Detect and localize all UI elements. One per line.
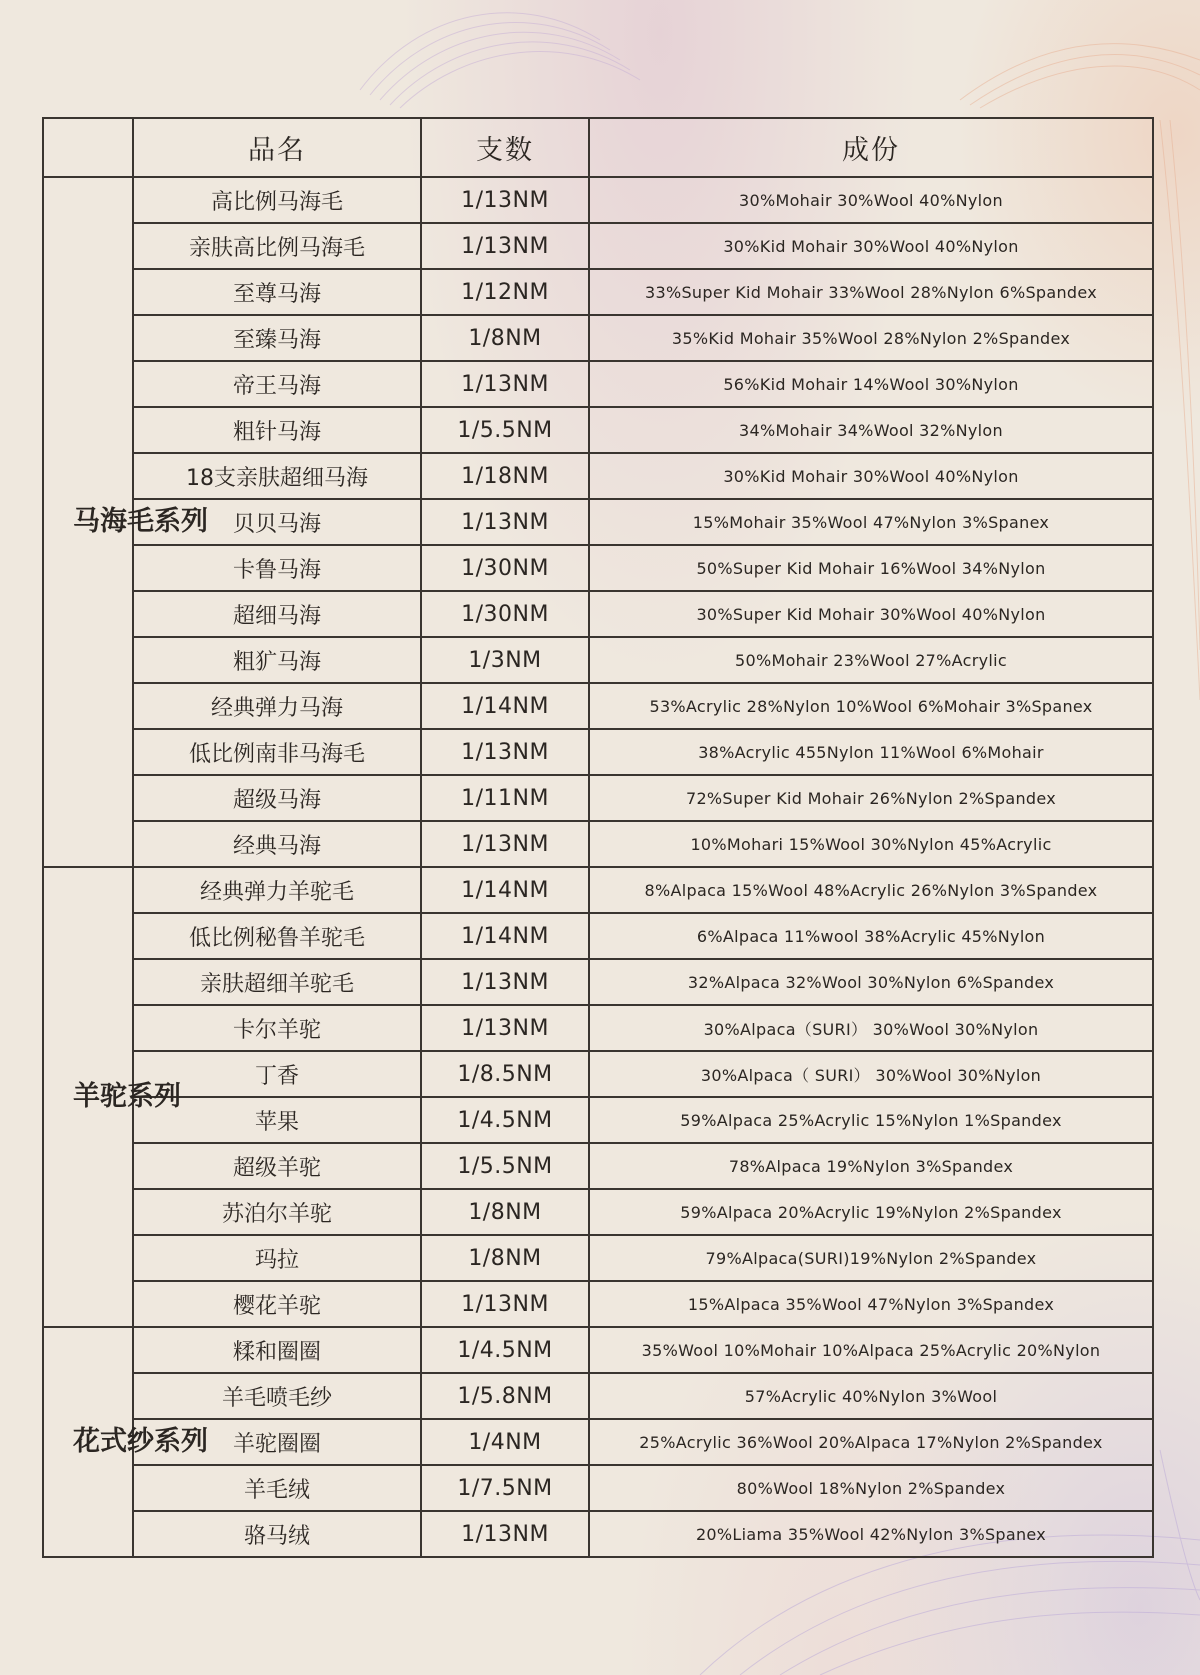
yarn-count-cell: 1/3NM <box>421 637 589 683</box>
product-name-cell: 羊驼圈圈 <box>133 1419 421 1465</box>
product-name-cell: 至尊马海 <box>133 269 421 315</box>
table-row <box>43 453 1153 499</box>
table-row <box>43 223 1153 269</box>
product-name-cell: 羊毛绒 <box>133 1465 421 1511</box>
table-row <box>43 1143 1153 1189</box>
table-row <box>43 1373 1153 1419</box>
table-row <box>43 867 1153 913</box>
header-name: 品名 <box>133 118 421 177</box>
composition-cell: 30%Super Kid Mohair 30%Wool 40%Nylon <box>589 591 1153 637</box>
yarn-count-cell: 1/11NM <box>421 775 589 821</box>
product-name-cell: 超细马海 <box>133 591 421 637</box>
yarn-count-cell: 1/8NM <box>421 1235 589 1281</box>
yarn-count-cell: 1/5.8NM <box>421 1373 589 1419</box>
product-name-cell: 低比例南非马海毛 <box>133 729 421 775</box>
product-name-cell: 经典马海 <box>133 821 421 867</box>
composition-cell: 32%Alpaca 32%Wool 30%Nylon 6%Spandex <box>589 959 1153 1005</box>
yarn-count-cell: 1/14NM <box>421 683 589 729</box>
product-name-cell: 卡尔羊驼 <box>133 1005 421 1051</box>
table-row <box>43 1281 1153 1327</box>
yarn-count-cell: 1/13NM <box>421 1281 589 1327</box>
series-title: 马海毛系列 <box>73 506 208 537</box>
composition-cell: 8%Alpaca 15%Wool 48%Acrylic 26%Nylon 3%Spandex <box>589 867 1153 913</box>
table-row <box>43 1097 1153 1143</box>
composition-cell: 20%Liama 35%Wool 42%Nylon 3%Spanex <box>589 1511 1153 1557</box>
yarn-count-cell: 1/30NM <box>421 545 589 591</box>
yarn-count-cell: 1/14NM <box>421 913 589 959</box>
yarn-count-cell: 1/8.5NM <box>421 1051 589 1097</box>
product-name-cell: 苏泊尔羊驼 <box>133 1189 421 1235</box>
composition-cell: 30%Alpaca（ SURI） 30%Wool 30%Nylon <box>589 1051 1153 1097</box>
composition-cell: 50%Super Kid Mohair 16%Wool 34%Nylon <box>589 545 1153 591</box>
yarn-count-cell: 1/13NM <box>421 1511 589 1557</box>
table-row <box>43 775 1153 821</box>
table-row <box>43 959 1153 1005</box>
composition-cell: 30%Kid Mohair 30%Wool 40%Nylon <box>589 223 1153 269</box>
yarn-count-cell: 1/7.5NM <box>421 1465 589 1511</box>
table-row <box>43 913 1153 959</box>
composition-cell: 53%Acrylic 28%Nylon 10%Wool 6%Mohair 3%Spanex <box>589 683 1153 729</box>
product-name-cell: 经典弹力马海 <box>133 683 421 729</box>
yarn-count-cell: 1/13NM <box>421 499 589 545</box>
table-row <box>43 1419 1153 1465</box>
table-row <box>43 683 1153 729</box>
yarn-count-cell: 1/8NM <box>421 315 589 361</box>
product-name-cell: 丁香 <box>133 1051 421 1097</box>
product-name-cell: 苹果 <box>133 1097 421 1143</box>
table-row <box>43 1005 1153 1051</box>
table-row <box>43 315 1153 361</box>
composition-cell: 33%Super Kid Mohair 33%Wool 28%Nylon 6%Spandex <box>589 269 1153 315</box>
product-name-cell: 糅和圈圈 <box>133 1327 421 1373</box>
composition-cell: 6%Alpaca 11%wool 38%Acrylic 45%Nylon <box>589 913 1153 959</box>
table-row <box>43 407 1153 453</box>
product-name-cell: 玛拉 <box>133 1235 421 1281</box>
composition-cell: 35%Wool 10%Mohair 10%Alpaca 25%Acrylic 20%Nylon <box>589 1327 1153 1373</box>
composition-cell: 30%Alpaca（SURI） 30%Wool 30%Nylon <box>589 1005 1153 1051</box>
product-name-cell: 至臻马海 <box>133 315 421 361</box>
product-name-cell: 亲肤超细羊驼毛 <box>133 959 421 1005</box>
product-name-cell: 亲肤高比例马海毛 <box>133 223 421 269</box>
yarn-count-cell: 1/8NM <box>421 1189 589 1235</box>
yarn-count-cell: 1/5.5NM <box>421 1143 589 1189</box>
composition-cell: 57%Acrylic 40%Nylon 3%Wool <box>589 1373 1153 1419</box>
composition-cell: 50%Mohair 23%Wool 27%Acrylic <box>589 637 1153 683</box>
composition-cell: 10%Mohari 15%Wool 30%Nylon 45%Acrylic <box>589 821 1153 867</box>
yarn-count-cell: 1/13NM <box>421 821 589 867</box>
composition-cell: 59%Alpaca 25%Acrylic 15%Nylon 1%Spandex <box>589 1097 1153 1143</box>
header-corner <box>43 118 133 177</box>
composition-cell: 78%Alpaca 19%Nylon 3%Spandex <box>589 1143 1153 1189</box>
composition-cell: 72%Super Kid Mohair 26%Nylon 2%Spandex <box>589 775 1153 821</box>
product-name-cell: 18支亲肤超细马海 <box>133 453 421 499</box>
yarn-count-cell: 1/12NM <box>421 269 589 315</box>
yarn-count-cell: 1/13NM <box>421 177 589 223</box>
composition-cell: 25%Acrylic 36%Wool 20%Alpaca 17%Nylon 2%Spandex <box>589 1419 1153 1465</box>
table-row <box>43 729 1153 775</box>
yarn-count-cell: 1/13NM <box>421 729 589 775</box>
yarn-count-cell: 1/13NM <box>421 361 589 407</box>
product-name-cell: 贝贝马海 <box>133 499 421 545</box>
product-name-cell: 高比例马海毛 <box>133 177 421 223</box>
yarn-spec-table <box>42 117 1154 1558</box>
composition-cell: 35%Kid Mohair 35%Wool 28%Nylon 2%Spandex <box>589 315 1153 361</box>
series-label <box>43 867 181 1327</box>
table-row <box>43 361 1153 407</box>
composition-cell: 59%Alpaca 20%Acrylic 19%Nylon 2%Spandex <box>589 1189 1153 1235</box>
yarn-count-cell: 1/13NM <box>421 223 589 269</box>
yarn-count-cell: 1/4.5NM <box>421 1097 589 1143</box>
product-name-cell: 羊毛喷毛纱 <box>133 1373 421 1419</box>
composition-cell: 15%Alpaca 35%Wool 47%Nylon 3%Spandex <box>589 1281 1153 1327</box>
product-name-cell: 卡鲁马海 <box>133 545 421 591</box>
yarn-count-cell: 1/13NM <box>421 959 589 1005</box>
table-row <box>43 1511 1153 1557</box>
product-name-cell: 低比例秘鲁羊驼毛 <box>133 913 421 959</box>
table-row <box>43 499 1153 545</box>
product-name-cell: 骆马绒 <box>133 1511 421 1557</box>
series-label <box>43 177 208 867</box>
header-count: 支数 <box>421 118 589 177</box>
product-name-cell: 帝王马海 <box>133 361 421 407</box>
composition-cell: 56%Kid Mohair 14%Wool 30%Nylon <box>589 361 1153 407</box>
series-title: 羊驼系列 <box>73 1081 181 1112</box>
table-row <box>43 1465 1153 1511</box>
yarn-count-cell: 1/14NM <box>421 867 589 913</box>
product-name-cell: 经典弹力羊驼毛 <box>133 867 421 913</box>
yarn-count-cell: 1/4.5NM <box>421 1327 589 1373</box>
table-row <box>43 1189 1153 1235</box>
table-row <box>43 1051 1153 1097</box>
table-row <box>43 637 1153 683</box>
composition-cell: 80%Wool 18%Nylon 2%Spandex <box>589 1465 1153 1511</box>
composition-cell: 38%Acrylic 455Nylon 11%Wool 6%Mohair <box>589 729 1153 775</box>
table-row <box>43 821 1153 867</box>
table-row <box>43 177 1153 223</box>
product-name-cell: 樱花羊驼 <box>133 1281 421 1327</box>
table-body <box>43 177 1153 1557</box>
yarn-count-cell: 1/13NM <box>421 1005 589 1051</box>
table-row <box>43 1235 1153 1281</box>
series-title: 花式纱系列 <box>73 1426 208 1457</box>
yarn-count-cell: 1/4NM <box>421 1419 589 1465</box>
composition-cell: 30%Kid Mohair 30%Wool 40%Nylon <box>589 453 1153 499</box>
composition-cell: 30%Mohair 30%Wool 40%Nylon <box>589 177 1153 223</box>
yarn-count-cell: 1/30NM <box>421 591 589 637</box>
table-header-row <box>43 118 1153 177</box>
header-composition: 成份 <box>589 118 1153 177</box>
product-name-cell: 超级马海 <box>133 775 421 821</box>
product-name-cell: 粗犷马海 <box>133 637 421 683</box>
table-row <box>43 591 1153 637</box>
composition-cell: 15%Mohair 35%Wool 47%Nylon 3%Spanex <box>589 499 1153 545</box>
table-row <box>43 545 1153 591</box>
product-name-cell: 超级羊驼 <box>133 1143 421 1189</box>
yarn-count-cell: 1/18NM <box>421 453 589 499</box>
table-row <box>43 1327 1153 1373</box>
product-name-cell: 粗针马海 <box>133 407 421 453</box>
yarn-count-cell: 1/5.5NM <box>421 407 589 453</box>
table-row <box>43 269 1153 315</box>
composition-cell: 34%Mohair 34%Wool 32%Nylon <box>589 407 1153 453</box>
composition-cell: 79%Alpaca(SURI)19%Nylon 2%Spandex <box>589 1235 1153 1281</box>
series-label <box>43 1327 208 1557</box>
